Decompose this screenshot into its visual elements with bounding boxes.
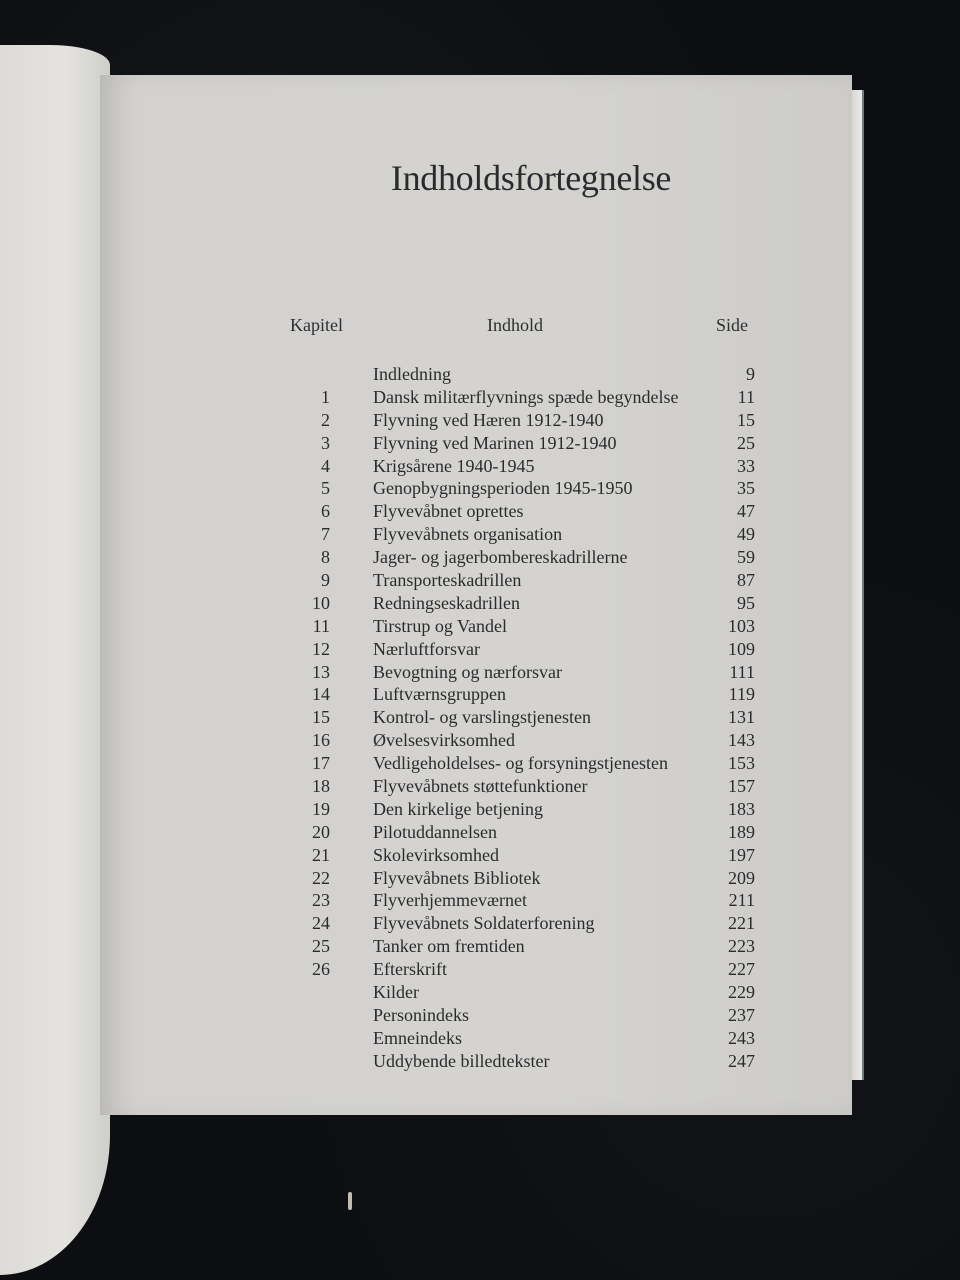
- chapter-number: 19: [312, 798, 330, 819]
- toc-entry: [280, 523, 755, 546]
- page-number: 221: [728, 913, 755, 934]
- page-number: 183: [728, 798, 755, 819]
- toc-entry: [280, 500, 755, 523]
- toc-entry: [280, 729, 755, 752]
- column-header-chapter: Kapitel: [290, 315, 343, 335]
- toc-entry: [280, 546, 755, 569]
- toc-entry: [280, 867, 755, 890]
- chapter-title: Øvelsesvirksomhed: [373, 730, 515, 751]
- toc-entry: [280, 409, 755, 432]
- toc-entry: [280, 935, 755, 958]
- stray-fiber: [348, 1192, 352, 1210]
- page-number: 49: [737, 524, 755, 545]
- toc-entry: [280, 821, 755, 844]
- chapter-number: 26: [312, 959, 330, 980]
- page-number: 211: [728, 890, 755, 911]
- chapter-title: Tanker om fremtiden: [373, 936, 525, 957]
- column-header-page: Side: [716, 315, 749, 335]
- chapter-title: Dansk militærflyvnings spæde begyndelse: [373, 386, 679, 407]
- chapter-title: Pilotuddannelsen: [373, 821, 497, 842]
- toc-entry: [280, 889, 755, 912]
- chapter-number: 2: [321, 409, 330, 430]
- page-number: 131: [728, 707, 755, 728]
- toc-entry: [280, 592, 755, 615]
- chapter-number: 23: [312, 890, 330, 911]
- chapter-title: Flyvevåbnet oprettes: [373, 501, 524, 522]
- chapter-number: 10: [312, 592, 330, 613]
- page-number: 223: [728, 936, 755, 957]
- page-title: Indholdsfortegnelse: [390, 158, 672, 198]
- table-of-contents: [280, 363, 755, 1073]
- chapter-number: 18: [312, 776, 330, 797]
- toc-entry: [280, 477, 755, 500]
- chapter-number: 21: [312, 844, 330, 865]
- chapter-title: Flyvevåbnets Soldaterforening: [373, 913, 595, 934]
- chapter-title: Genopbygningsperioden 1945-1950: [373, 478, 633, 499]
- page-number: 47: [737, 501, 755, 522]
- chapter-number: 20: [312, 821, 330, 842]
- toc-entry: [280, 912, 755, 935]
- column-header-content: Indhold: [487, 315, 543, 335]
- chapter-title: Kilder: [373, 982, 419, 1003]
- chapter-title: Skolevirksomhed: [373, 844, 499, 865]
- chapter-number: 9: [321, 570, 330, 591]
- page-number: 25: [737, 432, 755, 453]
- left-page-curl: [0, 45, 110, 1275]
- page-number: 33: [737, 455, 755, 476]
- toc-entry: [280, 615, 755, 638]
- chapter-number: 3: [321, 432, 330, 453]
- toc-entry: [280, 1050, 755, 1073]
- chapter-title: Nærluftforsvar: [373, 638, 480, 659]
- chapter-number: 4: [321, 455, 330, 476]
- chapter-number: 24: [312, 913, 330, 934]
- page-number: 35: [737, 478, 755, 499]
- page-number: 59: [737, 547, 755, 568]
- page-number: 157: [728, 776, 755, 797]
- page-stack-edge: [852, 90, 864, 1080]
- page-number: 143: [728, 730, 755, 751]
- chapter-title: Uddybende billedtekster: [373, 1050, 550, 1071]
- page-number: 189: [728, 821, 755, 842]
- chapter-title: Bevogtning og nærforsvar: [373, 661, 562, 682]
- chapter-number: 16: [312, 730, 330, 751]
- page-number: 197: [728, 844, 755, 865]
- page-number: 87: [737, 570, 755, 591]
- chapter-number: 22: [312, 867, 330, 888]
- chapter-title: Efterskrift: [373, 959, 447, 980]
- chapter-title: Flyvevåbnets organisation: [373, 524, 563, 545]
- chapter-title: Tirstrup og Vandel: [373, 615, 508, 636]
- chapter-number: 15: [312, 707, 330, 728]
- toc-entry: [280, 432, 755, 455]
- toc-entry: [280, 958, 755, 981]
- chapter-number: 11: [312, 615, 330, 636]
- chapter-title: Redningseskadrillen: [373, 592, 520, 613]
- chapter-title: Luftværnsgruppen: [373, 684, 506, 705]
- chapter-title: Krigsårene 1940-1945: [373, 455, 535, 476]
- book-page: [100, 75, 852, 1115]
- chapter-number: 5: [321, 478, 330, 499]
- chapter-number: 6: [321, 501, 330, 522]
- toc-entry: [280, 569, 755, 592]
- toc-entry: [280, 706, 755, 729]
- toc-entry: [280, 363, 755, 386]
- page-number: 209: [728, 867, 755, 888]
- toc-entry: [280, 1004, 755, 1027]
- page-number: 11: [737, 386, 755, 407]
- chapter-title: Personindeks: [373, 1004, 469, 1025]
- chapter-number: 17: [312, 753, 330, 774]
- toc-entry: [280, 661, 755, 684]
- chapter-title: Indledning: [373, 364, 451, 384]
- page-number: 119: [728, 684, 755, 705]
- chapter-title: Flyvning ved Hæren 1912-1940: [373, 409, 604, 430]
- chapter-title: Jager- og jagerbombereskadrillerne: [373, 547, 628, 568]
- page-number: 237: [728, 1004, 755, 1025]
- chapter-number: 8: [321, 547, 330, 568]
- chapter-title: Flyverhjemmeværnet: [373, 890, 527, 911]
- page-number: 153: [728, 753, 755, 774]
- chapter-number: 7: [321, 524, 330, 545]
- toc-entry: [280, 775, 755, 798]
- chapter-number: 25: [312, 936, 330, 957]
- chapter-title: Flyvevåbnets støttefunktioner: [373, 776, 588, 797]
- page-number: 15: [737, 409, 755, 430]
- toc-entry: [280, 798, 755, 821]
- toc-entry: [280, 844, 755, 867]
- page-number: 247: [728, 1050, 755, 1071]
- page-number: 95: [737, 592, 755, 613]
- page-number: 111: [729, 661, 755, 682]
- toc-entry: [280, 752, 755, 775]
- page-number: 9: [746, 364, 755, 384]
- chapter-title: Emneindeks: [373, 1027, 462, 1048]
- toc-entry: [280, 455, 755, 478]
- page-number: 109: [728, 638, 755, 659]
- toc-entry: [280, 638, 755, 661]
- chapter-title: Transporteskadrillen: [373, 570, 522, 591]
- chapter-number: 12: [312, 638, 330, 659]
- chapter-number: 13: [312, 661, 330, 682]
- page-number: 243: [728, 1027, 755, 1048]
- page-number: 229: [728, 982, 755, 1003]
- chapter-title: Den kirkelige betjening: [373, 798, 543, 819]
- chapter-title: Vedligeholdelses- og forsyningstjenesten: [373, 753, 668, 774]
- toc-entry: [280, 1027, 755, 1050]
- chapter-number: 14: [312, 684, 330, 705]
- toc-entry: [280, 386, 755, 409]
- page-number: 227: [728, 959, 755, 980]
- chapter-title: Flyvevåbnets Bibliotek: [373, 867, 541, 888]
- toc-entry: [280, 683, 755, 706]
- chapter-title: Flyvning ved Marinen 1912-1940: [373, 432, 617, 453]
- page-number: 103: [728, 615, 755, 636]
- toc-entry: [280, 981, 755, 1004]
- chapter-title: Kontrol- og varslingstjenesten: [373, 707, 591, 728]
- chapter-number: 1: [321, 386, 330, 407]
